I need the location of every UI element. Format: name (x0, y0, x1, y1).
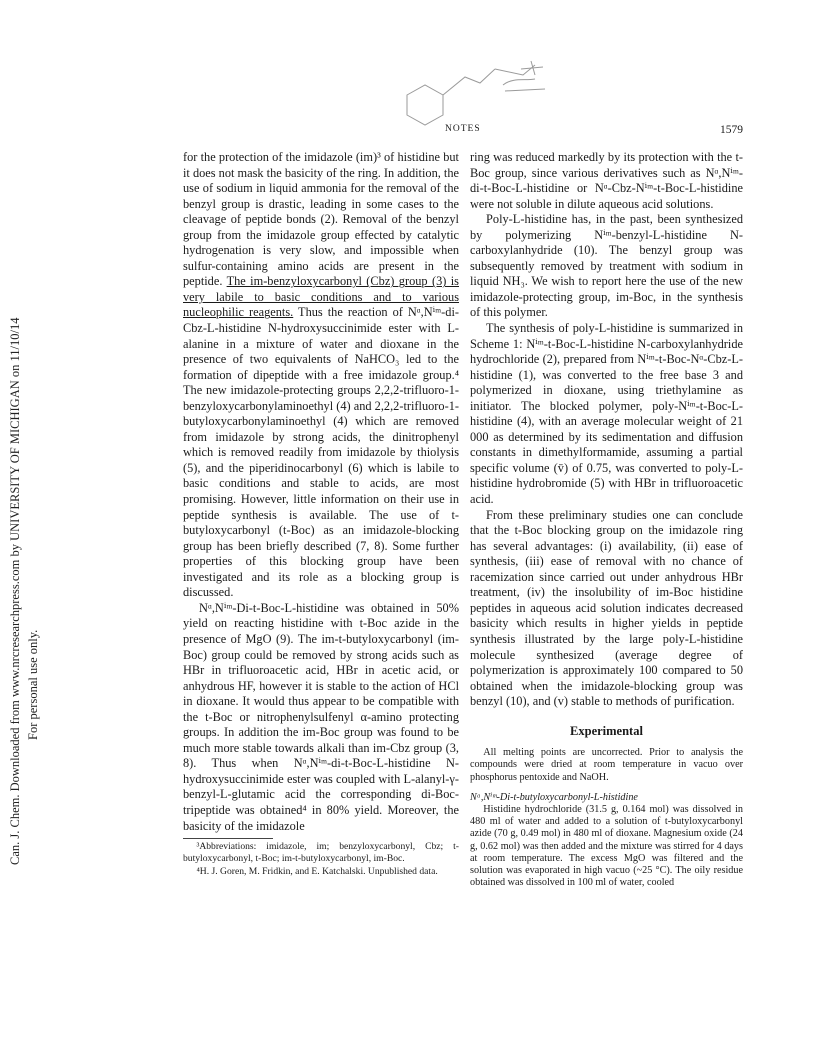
section-heading-experimental: Experimental (570, 723, 643, 738)
handwritten-sketch (385, 55, 555, 130)
page-header (183, 124, 743, 140)
right-paragraph-1: ring was reduced markedly by its protection with the t-Boc group, since various derivatives such as Nᵅ,Nⁱᵐ-di-t-Boc-L-histidine or Nᵅ-Cbz-Nⁱᵐ-t-Boc-L-histidine were not soluble in dilute aqueous acid solutions. (470, 150, 743, 211)
footnote-4: ⁴H. J. Goren, M. Fridkin, and E. Katchalski. Unpublished data. (196, 865, 438, 877)
compound-subheading: Nᵅ,Nⁱᵐ-Di-t-butyloxycarbonyl-L-histidine (470, 791, 638, 803)
footnotes (183, 841, 459, 878)
footnote-3: ³Abbreviations: imidazole, im; benzyloxycarbonyl, Cbz; t-butyloxycarbonyl, t-Boc; im-t-butyloxycarbonyl, im-Boc. (183, 841, 459, 865)
download-watermark (0, 150, 50, 870)
download-notice: Can. J. Chem. Downloaded from www.nrcresearchpress.com by UNIVERSITY OF MICHIGAN on 11/10/14 (8, 317, 22, 865)
right-paragraph-4: From these preliminary studies one can conclude that the t-Boc blocking group on the imidazole ring has several advantages: (i) availability, (ii) ease of synthesis, (iii) ease of removal with no chance of racemization since carried out under anhydrous HBr treatment, (iv) the insolubility of im-Boc histidine peptides in aqueous acid solution indicates decreased basicity which results in higher yields in peptide synthesis illustrated by the large poly-L-histidine molecule synthesized (average degree of polymerization is approximately 100 compared to 50 obtained when the imidazole-blocking group was benzyl (10), and (v) stable to methods of purification. (470, 507, 743, 709)
left-p1-text-a: for the protection of the imidazole (im)³ of histidine but it does not mask the basicity of the ring. In addition, the use of sodium in liquid ammonia for the removal of the benzyl group is drastic, leading in some cases to the cleavage of peptide bonds (2). Removal of the benzyl group from the imidazole group effected by catalytic hydrogenation is very slow, and impossible when sulfur-containing amino acids are present in the peptide. (183, 150, 459, 289)
experimental-paragraph-1: All melting points are uncorrected. Prior to analysis the compounds were dried at room temperature in vacuo over phosphorus pentoxide and NaOH. (470, 747, 743, 783)
right-paragraph-3: The synthesis of poly-L-histidine is summarized in Scheme 1: Nⁱᵐ-t-Boc-L-histidine N-carboxylanhydride hydrochloride (2), prepared from Nⁱᵐ-t-Boc-Nᵅ-Cbz-L-histidine (1), was converted to the free base 3 and polymerized in dioxane, using triethylamine as initiator. The blocked polymer, poly-Nⁱᵐ-t-Boc-L-histidine (4), with an average molecular weight of 21 000 as determined by its sedimentation and diffusion constants in dimethylformamide, assuming a partial specific volume (v̄) of 0.75, was converted to poly-L-histidine hydrobromide (5) with HBr in trifluoroacetic acid. (470, 321, 743, 507)
right-column (470, 150, 743, 889)
left-p1-text-c: Thus the reaction of Nᵅ,Nⁱᵐ-di-Cbz-L-histidine N-hydroxysuccinimide ester with L-alanine in a mixture of water and dioxane in the presence of two equivalents of NaHCO₃ led to the formation of dipeptide with a free imidazole group.⁴ The new imidazole-protecting groups 2,2,2-trifluoro-1-benzyloxycarbonylaminoethyl (4) and 2,2,2-trifluoro-1-butyloxycarbonylaminoethyl (4) which are removed from imidazole by strong acids, the dinitrophenyl which is removed readily from imidazole by thiolysis (5), and the piperidinocarbonyl (6) which is labile to basic conditions and stable to acids, are most promising. However, little information on their use in peptide synthesis is available. The use of t-butyloxycarbonyl (t-Boc) as an imidazole-blocking group has been briefly described (7, 8). Some further properties of this blocking group have been investigated and its role as a blocking group is discussed. (183, 305, 459, 600)
footnote-rule (183, 838, 273, 839)
experimental-section (470, 747, 743, 889)
page-number: 1579 (720, 124, 743, 136)
running-head: NOTES (445, 124, 481, 134)
left-paragraph-1 (183, 150, 459, 601)
left-paragraph-2: Nᵅ,Nⁱᵐ-Di-t-Boc-L-histidine was obtained in 50% yield on reacting histidine with t-Boc azide in the presence of MgO (9). The im-t-butyloxycarbonyl (im-Boc) group could be removed by strong acids such as HBr in trifluoroacetic acid, HBr in acetic acid, or anhydrous HF, however it is stable to the action of HCl in dioxane. It would thus appear to be compatible with the t-Boc or nitrophenylsulfenyl α-amino protecting groups. In addition the im-Boc group was found to be much more stable towards alkali than im-Cbz group (3, 8). Thus when Nᵅ,Nⁱᵐ-di-t-Boc-L-histidine N-hydroxysuccinimide ester was coupled with L-alanyl-γ-benzyl-L-glutamic acid the corresponding di-Boc-tripeptide was obtained⁴ in 80% yield. Moreover, the basicity of the imidazole (183, 600, 459, 833)
left-column (183, 150, 459, 878)
left-p1-text-b: The im-benzyloxycarbonyl (Cbz) group (3) is very labile to basic conditions and to various nucleophilic reagents. (183, 274, 459, 320)
right-paragraph-2: Poly-L-histidine has, in the past, been synthesized by polymerizing Nⁱᵐ-benzyl-L-histidine N-carboxylanhydride (10). The benzyl group was subsequently removed by treatment with sodium in liquid NH₃. We wish to report here the use of the new imidazole-protecting group, im-Boc, in the synthesis of this polymer. (470, 212, 743, 320)
personal-use-notice: For personal use only. (26, 629, 40, 740)
experimental-paragraph-2: Histidine hydrochloride (31.5 g, 0.164 mol) was dissolved in 480 ml of water and added to a solution of t-butyloxycarbonyl azide (70 g, 0.49 mol) in 480 ml of dioxane. Magnesium oxide (24 g, 0.62 mol) was then added and the mixture was stirred for 4 days at room temperature. The excess MgO was filtered and the solution was evaporated in high vacuo (~25 °C). The oily residue obtained was dissolved in 100 ml of water, cooled (470, 804, 743, 889)
